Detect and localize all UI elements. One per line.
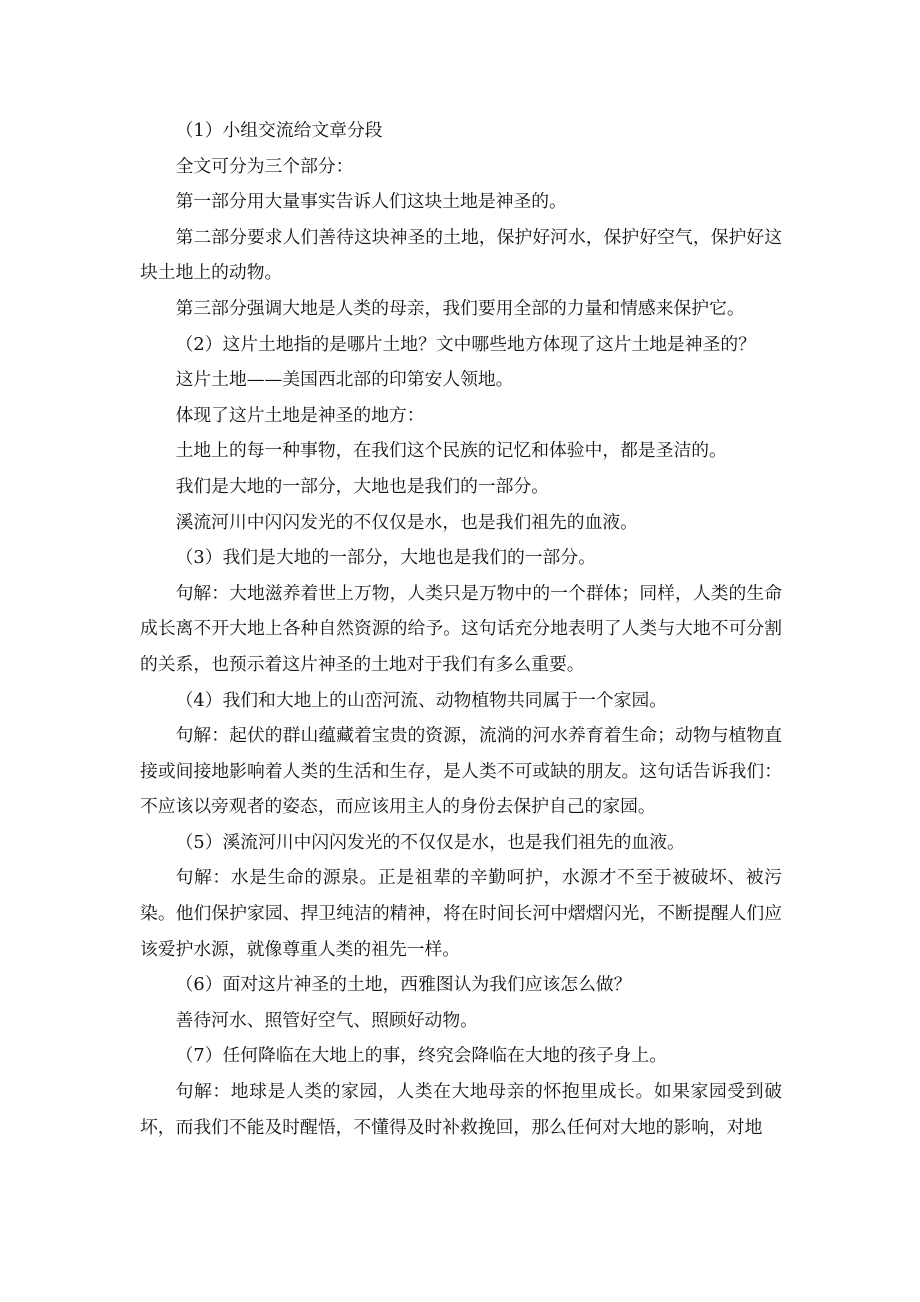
paragraph: 这片土地——美国西北部的印第安人领地。 bbox=[175, 369, 514, 391]
document-body bbox=[140, 113, 782, 1145]
paragraph: 体现了这片土地是神圣的地方： bbox=[175, 404, 425, 426]
paragraph: （3）我们是大地的一部分，大地也是我们的一部分。 bbox=[175, 547, 596, 569]
paragraph: （1）小组交流给文章分段 bbox=[175, 120, 383, 141]
paragraph: 第二部分要求人们善待这块神圣的土地，保护好河水，保护好空气，保护好这块土地上的动物。 bbox=[140, 226, 782, 284]
paragraph: 第三部分强调大地是人类的母亲，我们要用全部的力量和情感来保护它。 bbox=[175, 297, 745, 319]
paragraph: （2）这片土地指的是哪片土地？文中哪些地方体现了这片土地是神圣的？ bbox=[175, 333, 756, 355]
paragraph: 土地上的每一种事物，在我们这个民族的记忆和体验中，都是圣洁的。 bbox=[175, 440, 727, 462]
paragraph: 句解：地球是人类的家园，人类在大地母亲的怀抱里成长。如果家园受到破坏，而我们不能及时醒悟，不懂得及时补救挽回，那么任何对大地的影响，对地 bbox=[140, 1081, 782, 1138]
paragraph: 我们是大地的一部分，大地也是我们的一部分。 bbox=[175, 475, 550, 497]
paragraph: 全文可分为三个部分： bbox=[175, 155, 354, 177]
paragraph: （7）任何降临在大地上的事，终究会降临在大地的孩子身上。 bbox=[175, 1045, 668, 1067]
paragraph: 句解：起伏的群山蕴藏着宝贵的资源，流淌的河水养育着生命；动物与植物直接或间接地影响着人类的生活和生存，是人类不可或缺的朋友。这句话告诉我们：不应该以旁观者的姿态，而应该用主人的身份去保护自己的家园。 bbox=[140, 725, 782, 818]
paragraph: （5）溪流河川中闪闪发光的不仅仅是水，也是我们祖先的血液。 bbox=[175, 831, 685, 853]
paragraph: （4）我们和大地上的山峦河流、动物植物共同属于一个家园。 bbox=[175, 689, 668, 711]
paragraph: （6）面对这片神圣的土地，西雅图认为我们应该怎么做？ bbox=[175, 974, 632, 996]
paragraph: 善待河水、照管好空气、照顾好动物。 bbox=[175, 1009, 478, 1031]
paragraph: 溪流河川中闪闪发光的不仅仅是水，也是我们祖先的血液。 bbox=[175, 511, 638, 533]
paragraph: 句解：水是生命的源泉。正是祖辈的辛勤呵护，水源才不至于被破坏、被污染。他们保护家园、捍卫纯洁的精神，将在时间长河中熠熠闪光，不断提醒人们应该爱护水源，就像尊重人类的祖先一样。 bbox=[140, 867, 782, 960]
paragraph: 句解：大地滋养着世上万物，人类只是万物中的一个群体；同样，人类的生命成长离不开大地上各种自然资源的给予。这句话充分地表明了人类与大地不可分割的关系，也预示着这片神圣的土地对于我们有多么重要。 bbox=[140, 582, 782, 675]
paragraph: 第一部分用大量事实告诉人们这块土地是神圣的。 bbox=[175, 191, 567, 213]
